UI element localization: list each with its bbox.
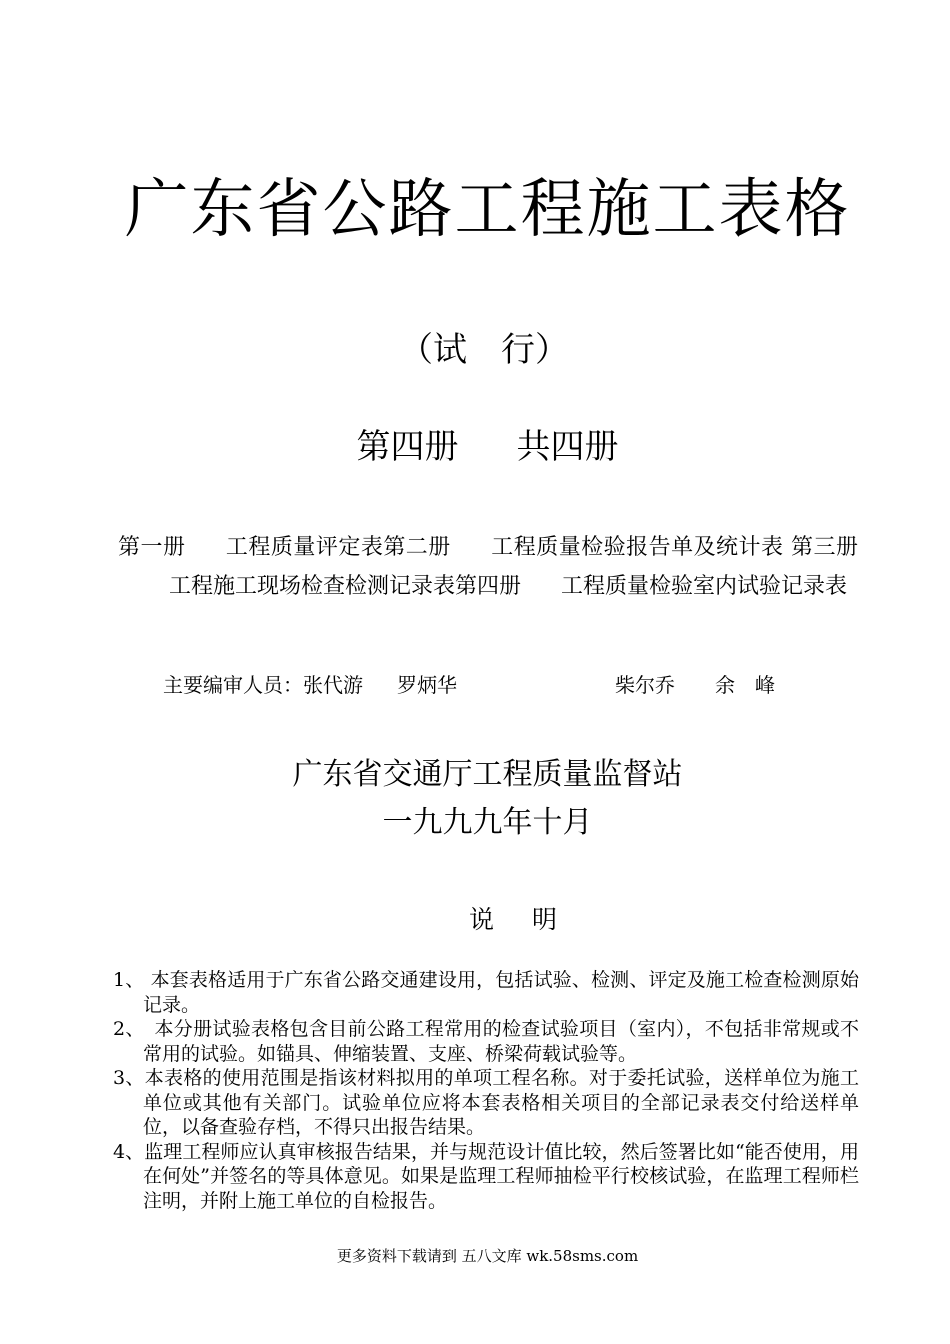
note-item: 2、 本分册试验表格包含目前公路工程常用的检查试验项目（室内），不包括非常规或不常用的试验。如锚具、伸缩装置、支座、桥梁荷载试验等。 <box>113 1018 859 1065</box>
organization: 广东省交通厅工程质量监督站 <box>292 757 683 792</box>
volume-name: 工程质量评定表 <box>225 535 384 560</box>
trial-label: （试 行） <box>399 330 569 370</box>
editor-name: 张代游 <box>303 673 363 697</box>
editors-label: 主要编审人员： <box>163 673 303 697</box>
volume-info <box>0 425 950 469</box>
volume-total: 共四册 <box>516 427 619 467</box>
editor-name: 罗炳华 <box>397 673 457 697</box>
editors-line <box>163 670 775 700</box>
editor-name: 余 峰 <box>715 673 775 697</box>
note-item: 4、监理工程师应认真审核报告结果，并与规范设计值比较，然后签署比如“能否使用，用在何处”并签名的等具体意见。如果是监理工程师抽检平行校核试验，在监理工程师栏注明，并附上施工单位的自检报告。 <box>113 1140 859 1212</box>
page-title: 广东省公路工程施工表格 <box>124 173 851 247</box>
notes-title-text: 说 明 <box>468 905 558 934</box>
notes-title <box>0 900 950 940</box>
volume-name: 工程质量检验室内试验记录表 <box>561 574 848 599</box>
volume-no: 第一册 <box>118 535 186 560</box>
editor-name: 柴尔乔 <box>615 673 675 697</box>
volume-no: 第三册 <box>791 535 858 560</box>
note-item: 3、本表格的使用范围是指该材料拟用的单项工程名称。对于委托试验，送样单位为施工单位或其他有关部门。试验单位应将本套表格相关项目的全部记录表交付给送样单位，以备查验存档，不得只出报告结果。 <box>113 1067 859 1138</box>
footer-link[interactable]: 更多资料下载请到 五八文库 wk.58sms.com <box>336 1247 639 1265</box>
volume-name: 工程施工现场检查检测记录表 <box>168 574 455 599</box>
volume-no: 第四册 <box>454 574 521 599</box>
volume-current: 第四册 <box>356 427 459 467</box>
volume-no: 第二册 <box>383 535 451 560</box>
volume-name: 工程质量检验报告单及统计表 <box>490 535 784 560</box>
note-item: 1、 本套表格适用于广东省公路交通建设用，包括试验、检测、评定及施工检查检测原始记录。 <box>113 969 859 1016</box>
publish-date: 一九九九年十月 <box>382 805 593 840</box>
volume-list <box>118 528 858 606</box>
notes-list <box>113 968 859 1213</box>
